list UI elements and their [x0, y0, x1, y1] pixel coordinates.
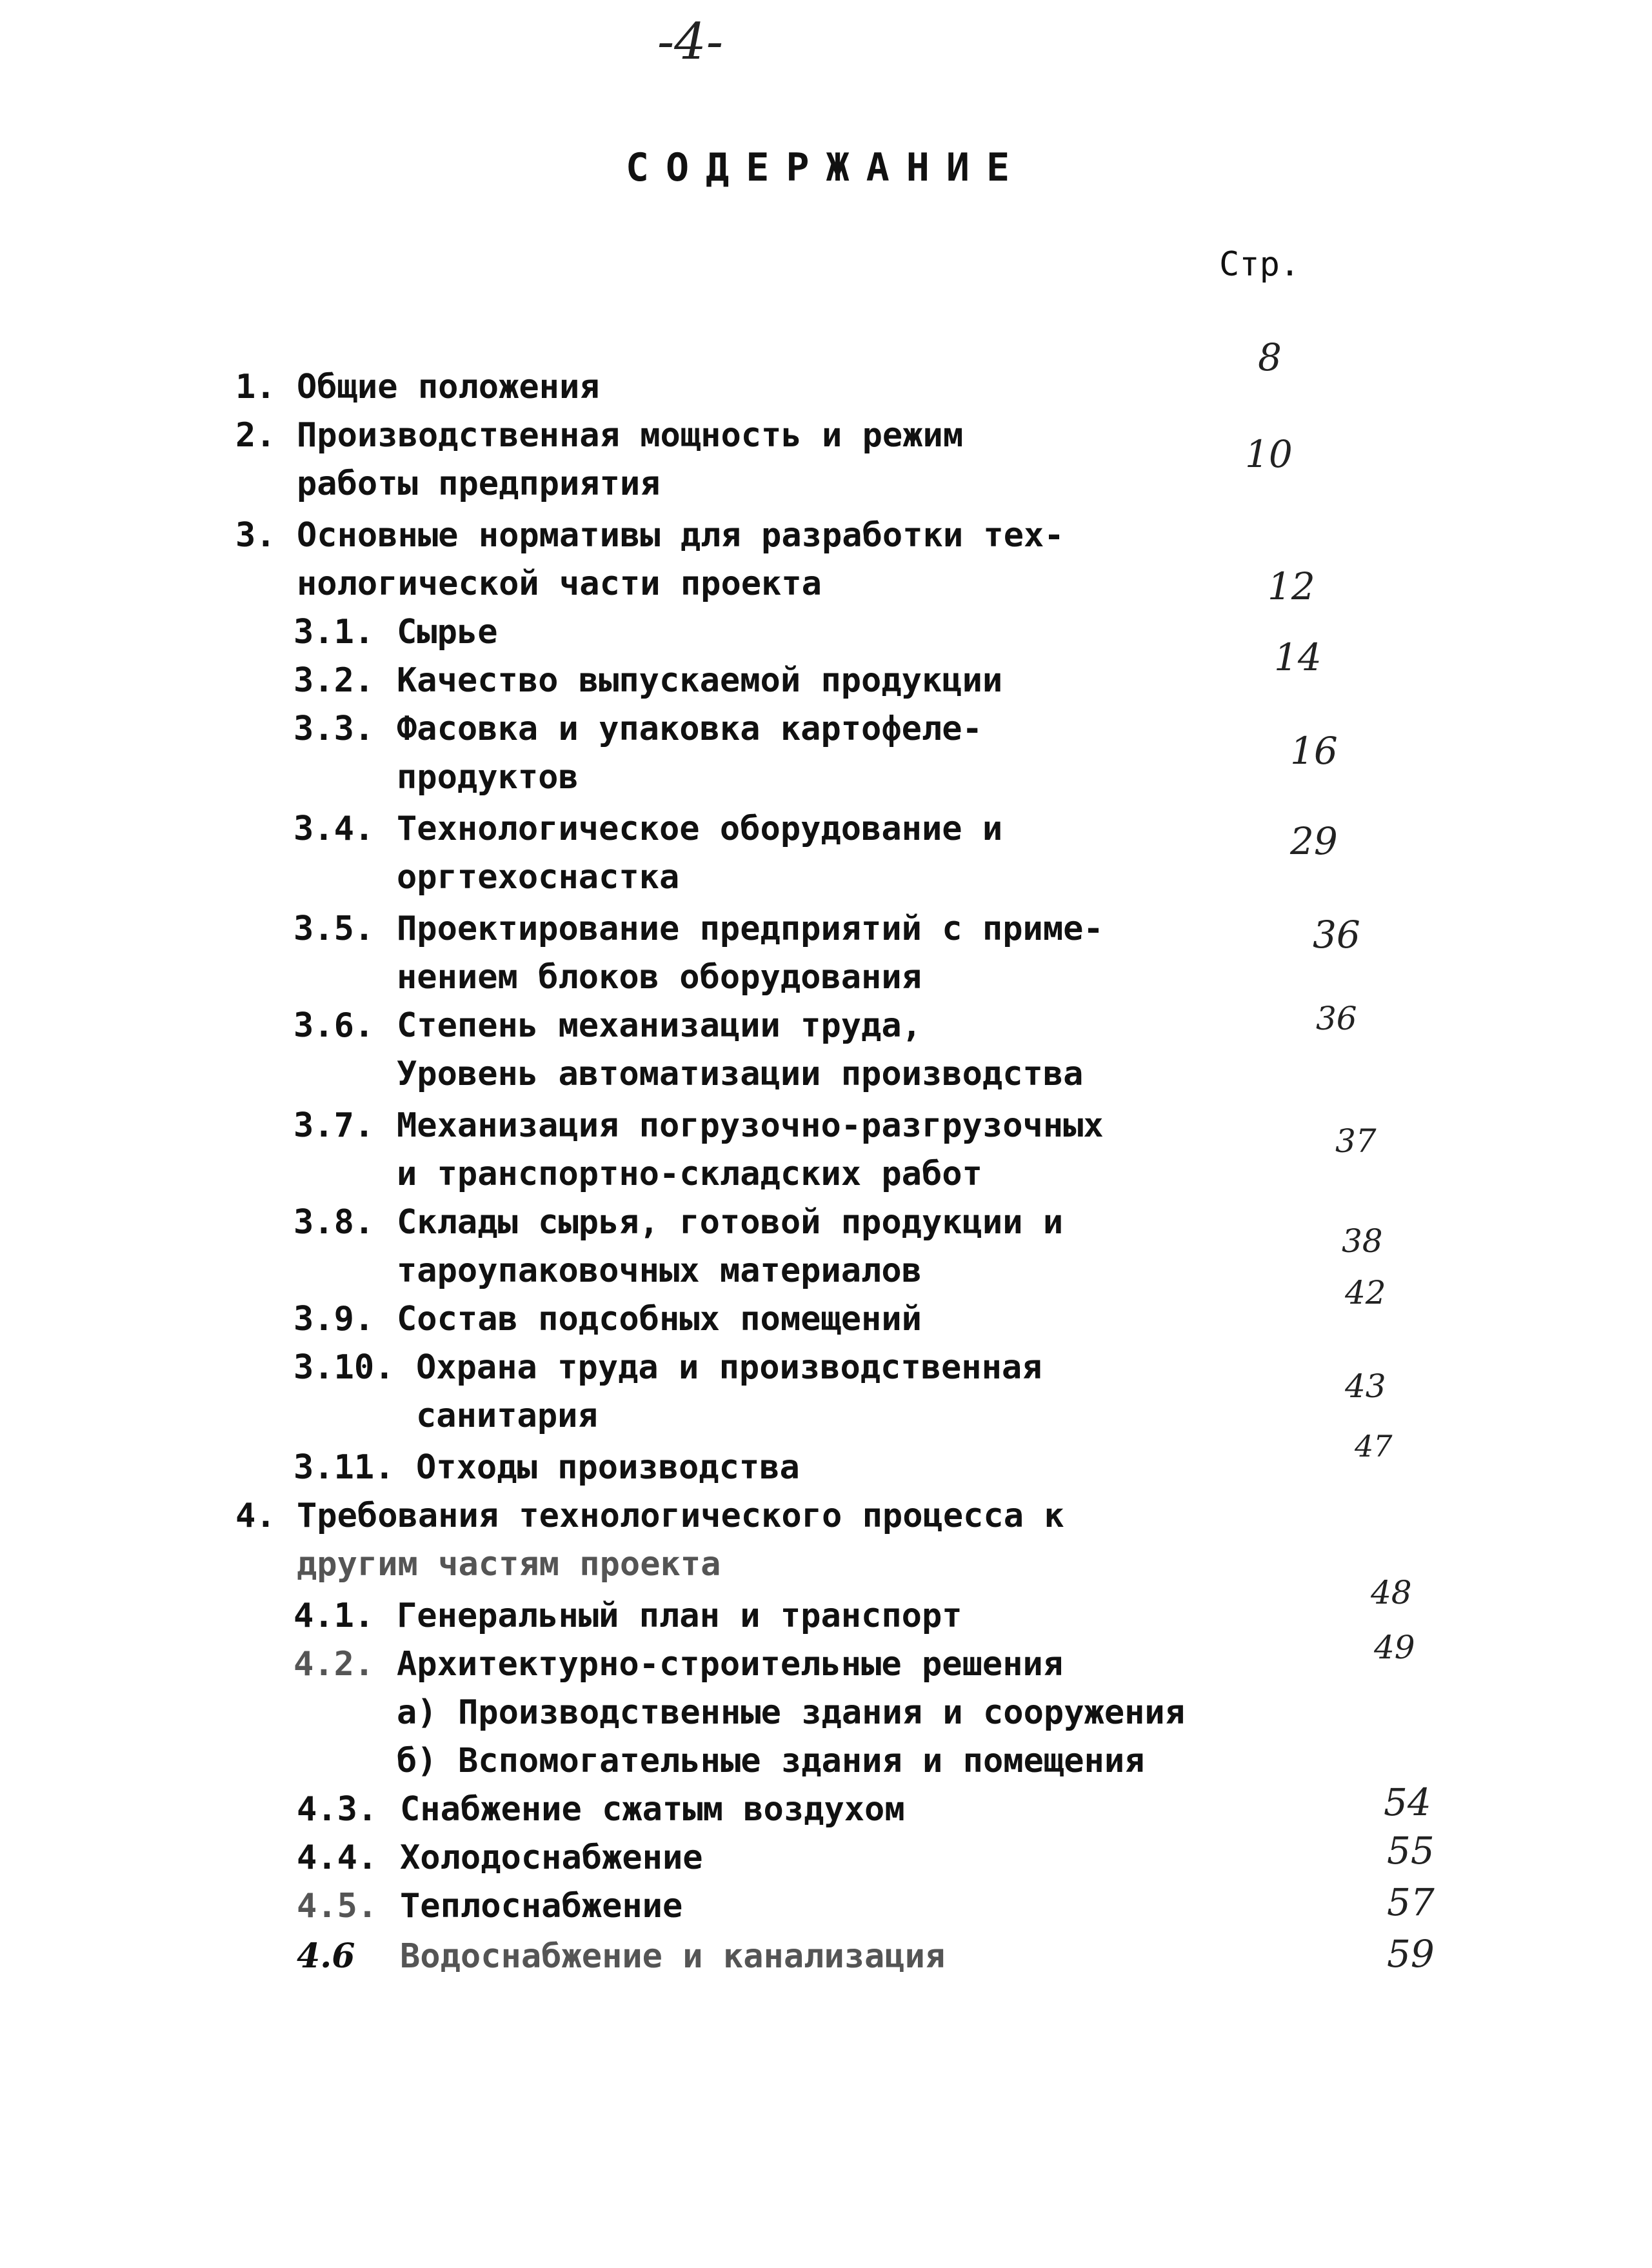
- toc-entry-number: а): [397, 1693, 437, 1732]
- toc-entry-3-6: [0, 1003, 1290, 1097]
- toc-entry-text: Отходы производства: [416, 1448, 800, 1487]
- page-ref-handwritten: 38: [1342, 1222, 1383, 1260]
- toc-entry-4-2-a: [0, 1690, 1290, 1735]
- page-ref-handwritten: 49: [1374, 1629, 1415, 1666]
- toc-entry-text: Основные нормативы для разработки тех-: [297, 516, 1064, 555]
- toc-entry-text: и транспортно-складских работ: [397, 1155, 982, 1193]
- toc-entry-3-7: [0, 1103, 1290, 1197]
- page-ref-handwritten: 59: [1387, 1932, 1435, 1976]
- toc-entry-text: Водоснабжение и канализация: [400, 1937, 946, 1976]
- toc-entry-number: 4.: [235, 1497, 276, 1535]
- page-ref-handwritten: 48: [1371, 1574, 1412, 1611]
- toc-entry-text: Уровень автоматизации производства: [397, 1055, 1084, 1093]
- toc-entry-number: 3.: [235, 516, 276, 555]
- toc-entry-text: Качество выпускаемой продукции: [397, 661, 1003, 700]
- toc-entry-text: Производственная мощность и режим: [297, 416, 964, 455]
- toc-entry-text: Механизация погрузочно-разгрузочных: [397, 1106, 1104, 1145]
- toc-entry-text: другим частям проекта: [297, 1545, 721, 1584]
- toc-entry-text: нологической части проекта: [297, 564, 822, 603]
- toc-entry-number: 1.: [235, 368, 276, 406]
- toc-entry-number: 4.3.: [297, 1790, 378, 1829]
- toc-entry-3-5: [0, 906, 1290, 1000]
- page-ref-handwritten: 12: [1268, 564, 1315, 608]
- toc-entry-number: 4.1.: [294, 1597, 375, 1635]
- toc-entry-number: 3.8.: [294, 1203, 375, 1242]
- toc-entry-text: Состав подсобных помещений: [397, 1300, 922, 1338]
- toc-entry-text: тароупаковочных материалов: [397, 1251, 922, 1290]
- toc-entry-4-4: [0, 1835, 1290, 1880]
- page-ref-handwritten: 16: [1290, 729, 1338, 773]
- toc-entry-4-5: [0, 1884, 1290, 1929]
- toc-entry-text: Степень механизации труда,: [397, 1006, 922, 1045]
- toc-entry-number: 3.6.: [294, 1006, 375, 1045]
- page-ref-handwritten: 10: [1245, 432, 1293, 476]
- toc-entry-text: Охрана труда и производственная: [416, 1348, 1042, 1387]
- toc-entry-text: Фасовка и упаковка картофеле-: [397, 710, 982, 748]
- toc-entry-text: Сырье: [397, 613, 498, 652]
- page-ref-handwritten: 8: [1258, 335, 1282, 379]
- toc-entry-number: 3.4.: [294, 810, 375, 848]
- toc-entry-2: [0, 413, 1290, 506]
- toc-entry-1: [0, 364, 1290, 410]
- page-ref-handwritten: 29: [1290, 819, 1338, 863]
- toc-entry-3-8: [0, 1200, 1290, 1293]
- page-ref-handwritten: 14: [1274, 635, 1322, 679]
- toc-entry-number: б): [397, 1742, 437, 1780]
- toc-entry-number: 3.9.: [294, 1300, 375, 1338]
- page-ref-handwritten: 47: [1355, 1429, 1393, 1464]
- toc-entry-number: 3.10.: [294, 1348, 395, 1387]
- toc-entry-4: [0, 1493, 1290, 1587]
- toc-entry-4-2-b: [0, 1738, 1290, 1784]
- toc-entry-number: 3.2.: [294, 661, 375, 700]
- toc-entry-text: Склады сырья, готовой продукции и: [397, 1203, 1064, 1242]
- toc-entry-text: продуктов: [397, 758, 579, 797]
- page-ref-handwritten: 36: [1313, 913, 1360, 957]
- toc-entry-number: 4.2.: [294, 1645, 375, 1684]
- toc-entry-text: Теплоснабжение: [400, 1887, 683, 1925]
- toc-entry-number: 3.5.: [294, 910, 375, 948]
- page-ref-handwritten: 55: [1387, 1829, 1435, 1873]
- toc-entry-number: 3.1.: [294, 613, 375, 652]
- toc-entry-text: Технологическое оборудование и: [397, 810, 1003, 848]
- toc-entry-text: Холодоснабжение: [400, 1838, 703, 1877]
- toc-entry-4-3: [0, 1787, 1290, 1832]
- toc-entry-text: Вспомогательные здания и помещения: [458, 1742, 1145, 1780]
- toc-entry-text: оргтехоснастка: [397, 858, 680, 897]
- toc-entry-text: нением блоков оборудования: [397, 958, 922, 997]
- toc-entry-3-3: [0, 706, 1290, 800]
- toc-entry-3-9: [0, 1297, 1290, 1342]
- page-ref-handwritten: 42: [1345, 1274, 1386, 1311]
- toc-entry-text: Проектирование предприятий с приме-: [397, 910, 1104, 948]
- toc-entry-text: работы предприятия: [297, 464, 661, 503]
- toc-entry-3-4: [0, 806, 1290, 900]
- toc-entry-3-1: [0, 610, 1290, 655]
- toc-entry-text: Генеральный план и транспорт: [397, 1597, 962, 1635]
- toc-entry-number: 3.3.: [294, 710, 375, 748]
- contents-heading: СОДЕРЖАНИЕ: [625, 145, 1027, 190]
- toc-entry-text: Производственные здания и сооружения: [458, 1693, 1186, 1732]
- toc-entry-text: Архитектурно-строительные решения: [397, 1645, 1064, 1684]
- toc-entry-number: 4.4.: [297, 1838, 378, 1877]
- page-ref-handwritten: 54: [1384, 1780, 1431, 1824]
- toc-entry-text: Общие положения: [297, 368, 600, 406]
- toc-entry-4-1: [0, 1593, 1290, 1638]
- toc-entry-3-11: [0, 1445, 1290, 1490]
- page-ref-handwritten: 37: [1335, 1122, 1377, 1160]
- toc-entry-number: 4.5.: [297, 1887, 378, 1925]
- toc-entry-number: 3.11.: [294, 1448, 395, 1487]
- toc-entry-number: 4.6: [297, 1936, 355, 1976]
- toc-entry-3: [0, 513, 1290, 606]
- toc-entry-3-10: [0, 1345, 1290, 1438]
- toc-entry-number: 2.: [235, 416, 276, 455]
- toc-entry-text: Требования технологического процесса к: [297, 1497, 1064, 1535]
- page-ref-handwritten: 36: [1316, 1000, 1357, 1037]
- toc-entry-3-2: [0, 658, 1290, 703]
- toc-entry-4-2: [0, 1642, 1290, 1687]
- page-ref-handwritten: 57: [1387, 1880, 1435, 1924]
- toc-entry-4-6: [0, 1934, 1290, 1979]
- toc-entry-text: Снабжение сжатым воздухом: [400, 1790, 905, 1829]
- page-column-header: Стр.: [1219, 245, 1300, 284]
- page-number: -4-: [657, 13, 724, 71]
- toc-entry-number: 3.7.: [294, 1106, 375, 1145]
- toc-entry-text: санитария: [416, 1397, 598, 1435]
- page-ref-handwritten: 43: [1345, 1368, 1386, 1405]
